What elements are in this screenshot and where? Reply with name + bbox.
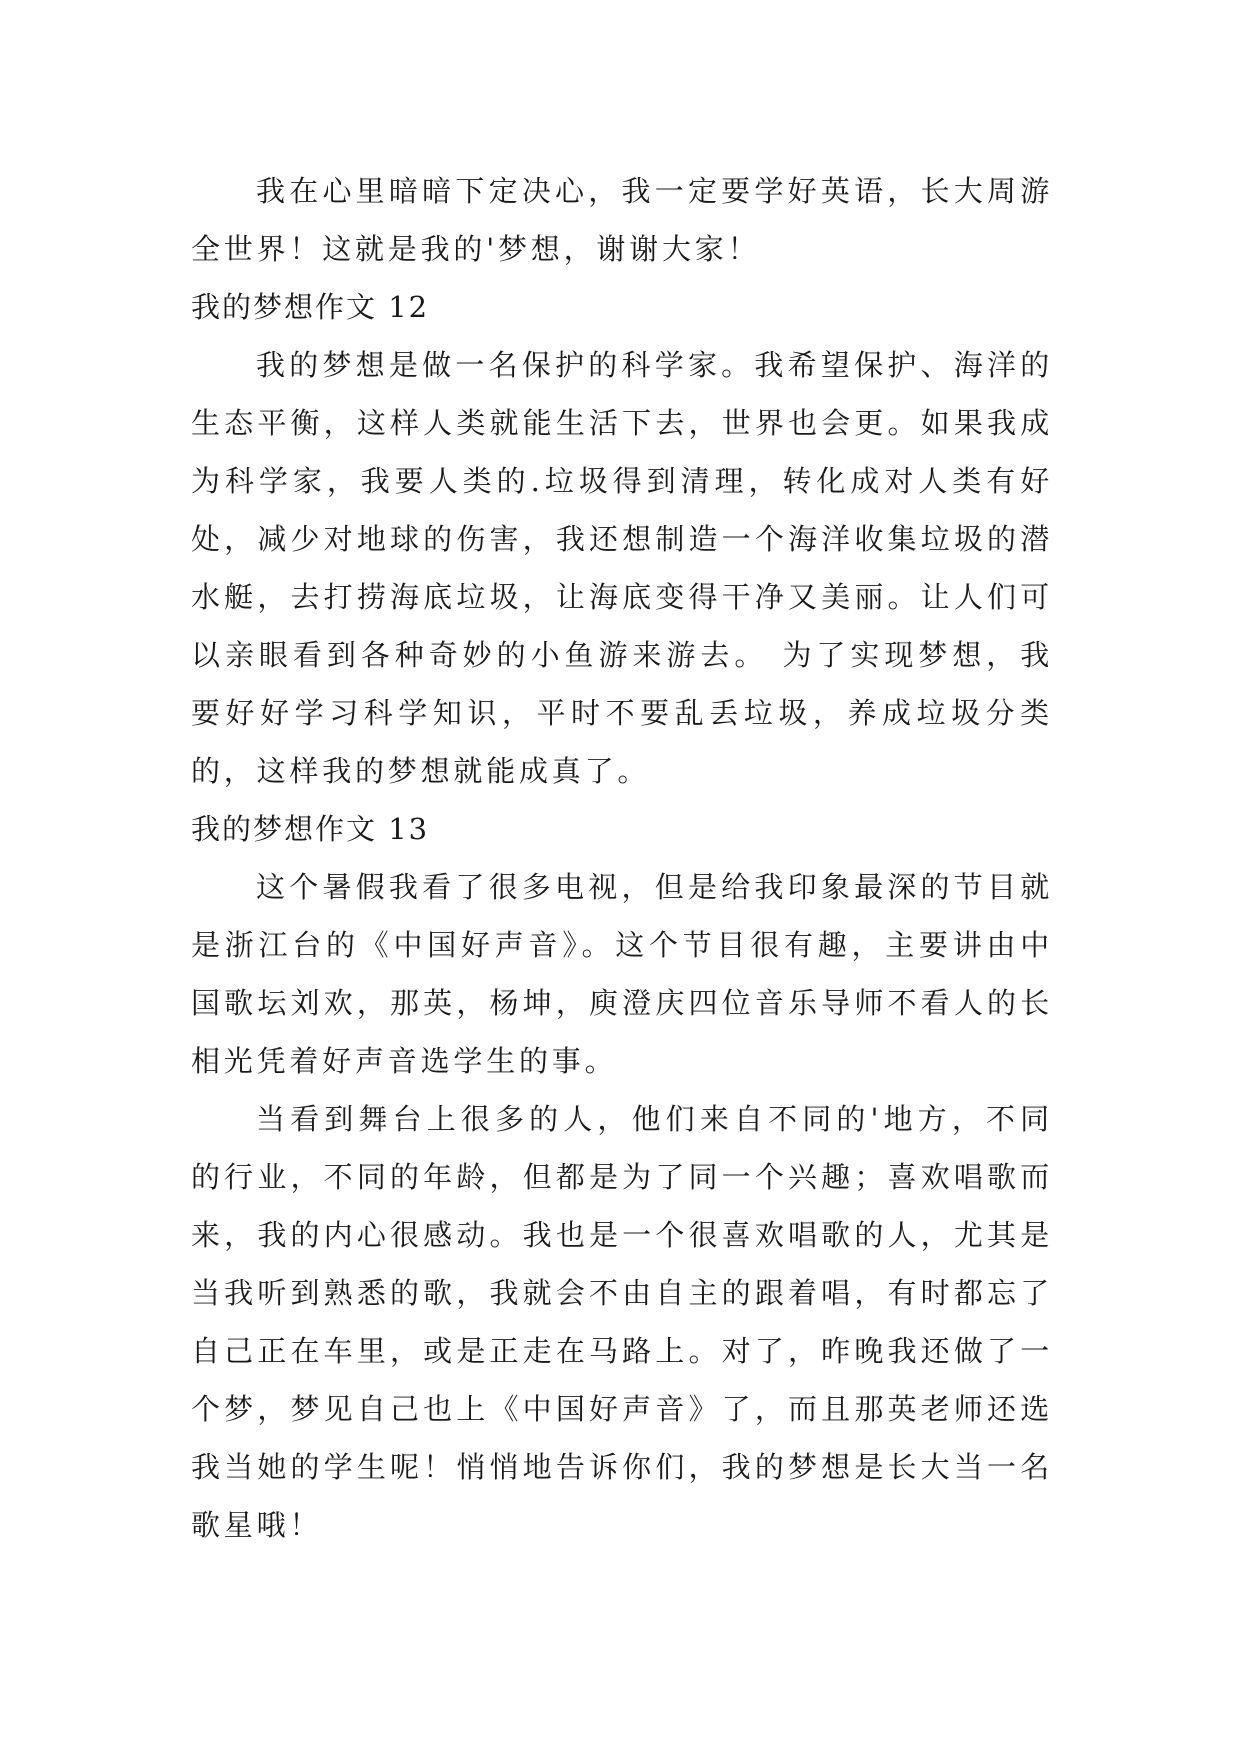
paragraph-scientist-dream: 我的梦想是做一名保护的科学家。我希望保护、海洋的生态平衡，这样人类就能生活下去，世界也会更。如果我成为科学家，我要人类的.垃圾得到清理，转化成对人类有好处，减少对地球的伤害，我还想制造一个海洋收集垃圾的潜水艇，去打捞海底垃圾，让海底变得干净又美丽。让人们可以亲眼看到各种奇妙的小鱼游来游去。 为了实现梦想，我要好好学习科学知识，平时不要乱丢垃圾，养成垃圾分类的，这样我的梦想就能成真了。: [191, 348, 1053, 788]
essay-heading-13: 我的梦想作文 13: [191, 812, 430, 846]
paragraph-singer-dream: 当看到舞台上很多的人，他们来自不同的'地方，不同的行业，不同的年龄，但都是为了同一个兴趣；喜欢唱歌而来，我的内心很感动。我也是一个很喜欢唱歌的人，尤其是当我听到熟悉的歌，我就会不由自主的跟着唱，有时都忘了自己正在车里，或是正走在马路上。对了，昨晚我还做了一个梦，梦见自己也上《中国好声音》了，而且那英老师还选我当她的学生呢！悄悄地告诉你们，我的梦想是长大当一名歌星哦！: [191, 1102, 1053, 1542]
document-page: [191, 162, 1053, 1554]
paragraph-tv-show: 这个暑假我看了很多电视，但是给我印象最深的节目就是浙江台的《中国好声音》。这个节目很有趣，主要讲由中国歌坛刘欢，那英，杨坤，庾澄庆四位音乐导师不看人的长相光凭着好声音选学生的事。: [191, 870, 1053, 1078]
paragraph-conclusion: 我在心里暗暗下定决心，我一定要学好英语，长大周游全世界！这就是我的'梦想，谢谢大家！: [191, 174, 1053, 266]
essay-heading-12: 我的梦想作文 12: [191, 290, 430, 324]
